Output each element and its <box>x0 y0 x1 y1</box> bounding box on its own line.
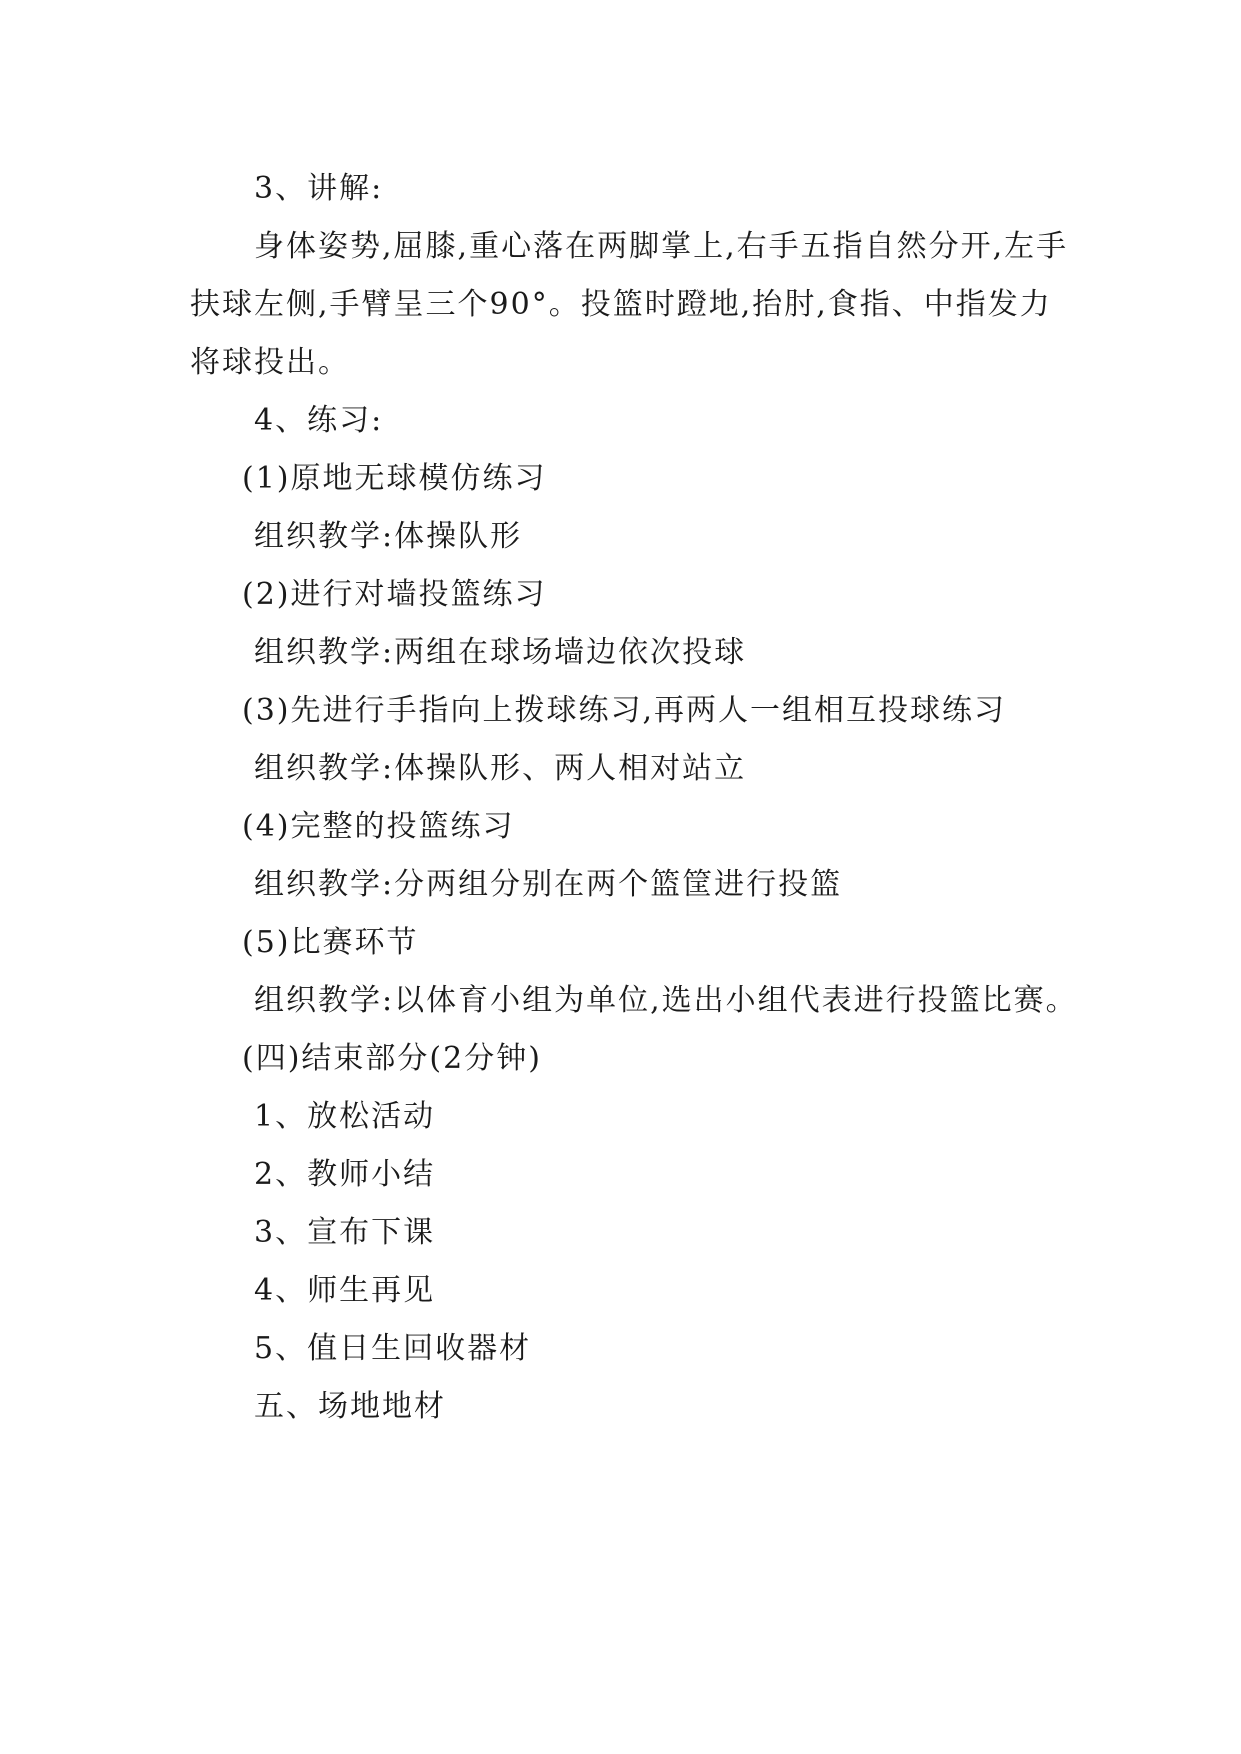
organization-note-2: 组织教学:两组在球场墙边依次投球 <box>254 635 747 670</box>
ending-item-3: 3、宣布下课 <box>254 1215 436 1250</box>
section-4-heading: (四)结束部分(2分钟) <box>242 1041 542 1076</box>
organization-note-5: 组织教学:以体育小组为单位,选出小组代表进行投篮比赛。 <box>254 983 1078 1018</box>
organization-note-4: 组织教学:分两组分别在两个篮筐进行投篮 <box>254 867 843 902</box>
practice-item-4: (4)完整的投篮练习 <box>242 809 515 844</box>
organization-note-1: 组织教学:体操队形 <box>254 519 523 554</box>
ending-item-2: 2、教师小结 <box>254 1157 436 1192</box>
step-3-heading: 3、讲解: <box>254 171 384 206</box>
explanation-paragraph: 身体姿势,屈膝,重心落在两脚掌上,右手五指自然分开,左手扶球左侧,手臂呈三个90°。投篮时蹬地,抬肘,食指、中指发力将球投出。 <box>190 229 1069 380</box>
practice-item-3: (3)先进行手指向上拨球练习,再两人一组相互投球练习 <box>242 693 1007 728</box>
step-4-heading: 4、练习: <box>254 403 384 438</box>
document-body <box>190 160 1080 1436</box>
ending-item-4: 4、师生再见 <box>254 1273 436 1308</box>
practice-item-5: (5)比赛环节 <box>242 925 419 960</box>
practice-item-2: (2)进行对墙投篮练习 <box>242 577 547 612</box>
section-5-heading: 五、场地地材 <box>254 1389 446 1424</box>
organization-note-3: 组织教学:体操队形、两人相对站立 <box>254 751 747 786</box>
ending-item-1: 1、放松活动 <box>254 1099 436 1134</box>
ending-item-5: 5、值日生回收器材 <box>254 1331 532 1366</box>
practice-item-1: (1)原地无球模仿练习 <box>242 461 547 496</box>
